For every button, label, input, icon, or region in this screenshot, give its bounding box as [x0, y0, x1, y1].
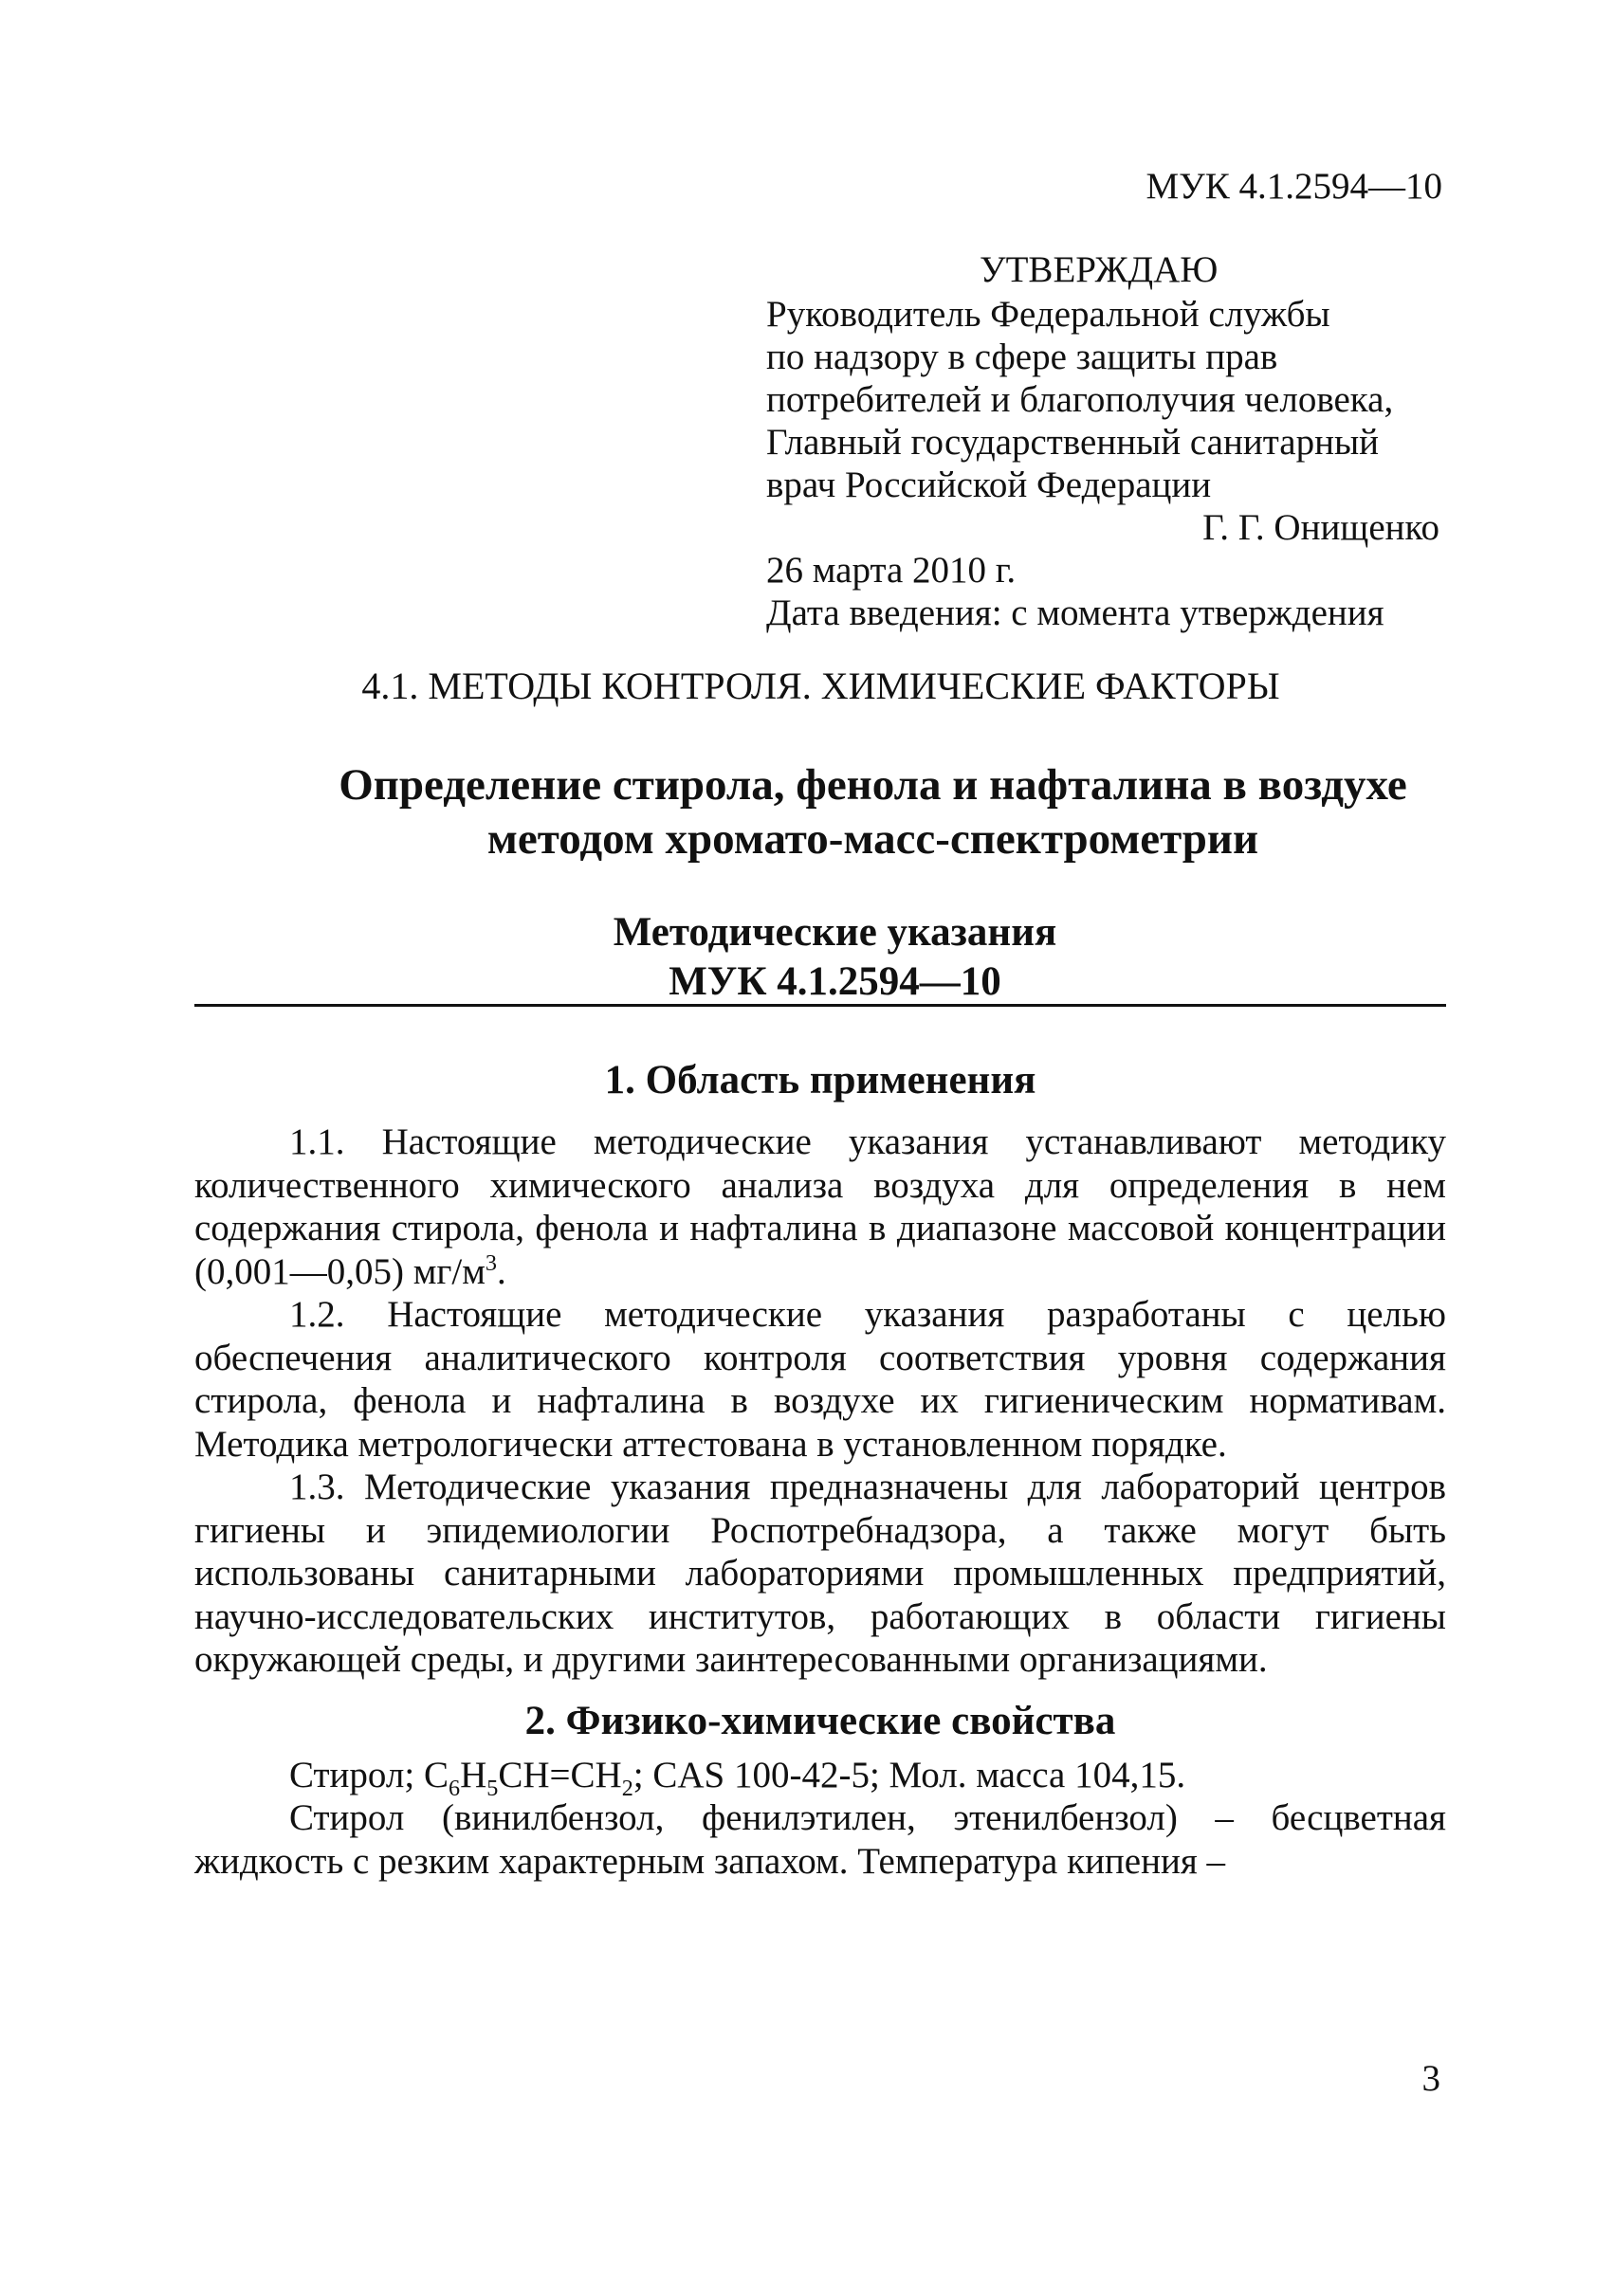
paragraph-2-1: Стирол (винилбензол, фенилэтилен, этенилбензол) – бесцветная жидкость с резким характерным запахом. Температура кипения –	[194, 1797, 1446, 1882]
divider	[194, 1004, 1446, 1007]
title-line: Определение стирола, фенола и нафталина в воздухе	[339, 760, 1407, 810]
document-title	[0, 758, 1613, 866]
guidelines-heading	[0, 908, 1613, 1007]
paragraph-1-1	[194, 1121, 1446, 1293]
approve-word: УТВЕРЖДАЮ	[980, 249, 1219, 290]
approval-line: потребителей и благополучия человека,	[766, 379, 1394, 420]
formula-sub: 2	[621, 1775, 633, 1801]
formula-prefix: Стирол; C	[289, 1754, 449, 1795]
approval-date: 26 марта 2010 г.	[766, 550, 1017, 591]
paragraph-1-2: 1.2. Настоящие методические указания разработаны с целью обеспечения аналитического контроля соответствия уровня содержания стирола, фенола и нафталина в воздухе их гигиеническим нормативам. Методика метрологически аттестована в установленном порядке.	[194, 1294, 1446, 1465]
page-number: 3	[1421, 2058, 1440, 2099]
signer-name: Г. Г. Онищенко	[1202, 507, 1439, 548]
guidelines-code: МУК 4.1.2594—10	[669, 959, 1001, 1004]
formula-part: CH=CH	[498, 1754, 622, 1795]
approval-line: Главный государственный санитарный	[766, 422, 1380, 463]
section-2-heading: 2. Физико-химические свойства	[524, 1698, 1116, 1743]
section-1-heading: 1. Область применения	[604, 1058, 1036, 1102]
approval-block	[766, 248, 1449, 634]
title-line: методом хромато-масс-спектрометрии	[486, 814, 1259, 864]
paragraph-1-1-text: 1.1. Настоящие методические указания устанавливают методику количественного химического анализа воздуха для определения в нем содержания стирола, фенола и нафталина в диапазоне массовой концентрации (0,001—0,05) мг/м	[194, 1121, 1446, 1292]
styrene-formula-line	[194, 1754, 1446, 1801]
approval-line: по надзору в сфере защиты прав	[766, 337, 1278, 377]
paragraph-1-1-end: .	[497, 1250, 506, 1292]
formula-part: H	[460, 1754, 487, 1795]
unit-superscript: 3	[485, 1249, 498, 1276]
approval-line: врач Российской Федерации	[766, 465, 1212, 505]
effective-date: Дата введения: с момента утверждения	[766, 592, 1384, 633]
approval-line: Руководитель Федеральной службы	[766, 294, 1330, 335]
formula-suffix: ; CAS 100-42-5; Мол. масса 104,15.	[632, 1754, 1186, 1795]
document-code: МУК 4.1.2594—10	[1146, 166, 1442, 207]
section-1	[194, 1056, 1446, 1883]
guidelines-line: Методические указания	[613, 910, 1057, 955]
formula-sub: 5	[486, 1775, 499, 1801]
formula-sub: 6	[448, 1775, 461, 1801]
section-heading: 4.1. МЕТОДЫ КОНТРОЛЯ. ХИМИЧЕСКИЕ ФАКТОРЫ	[361, 665, 1280, 707]
paragraph-1-3: 1.3. Методические указания предназначены для лабораторий центров гигиены и эпидемиологии Роспотребнадзора, а также могут быть использованы санитарными лабораториями промышленных предприятий, научно-исследовательских институтов, работающих в области гигиены окружающей среды, и другими заинтересованными организациями.	[194, 1467, 1446, 1680]
